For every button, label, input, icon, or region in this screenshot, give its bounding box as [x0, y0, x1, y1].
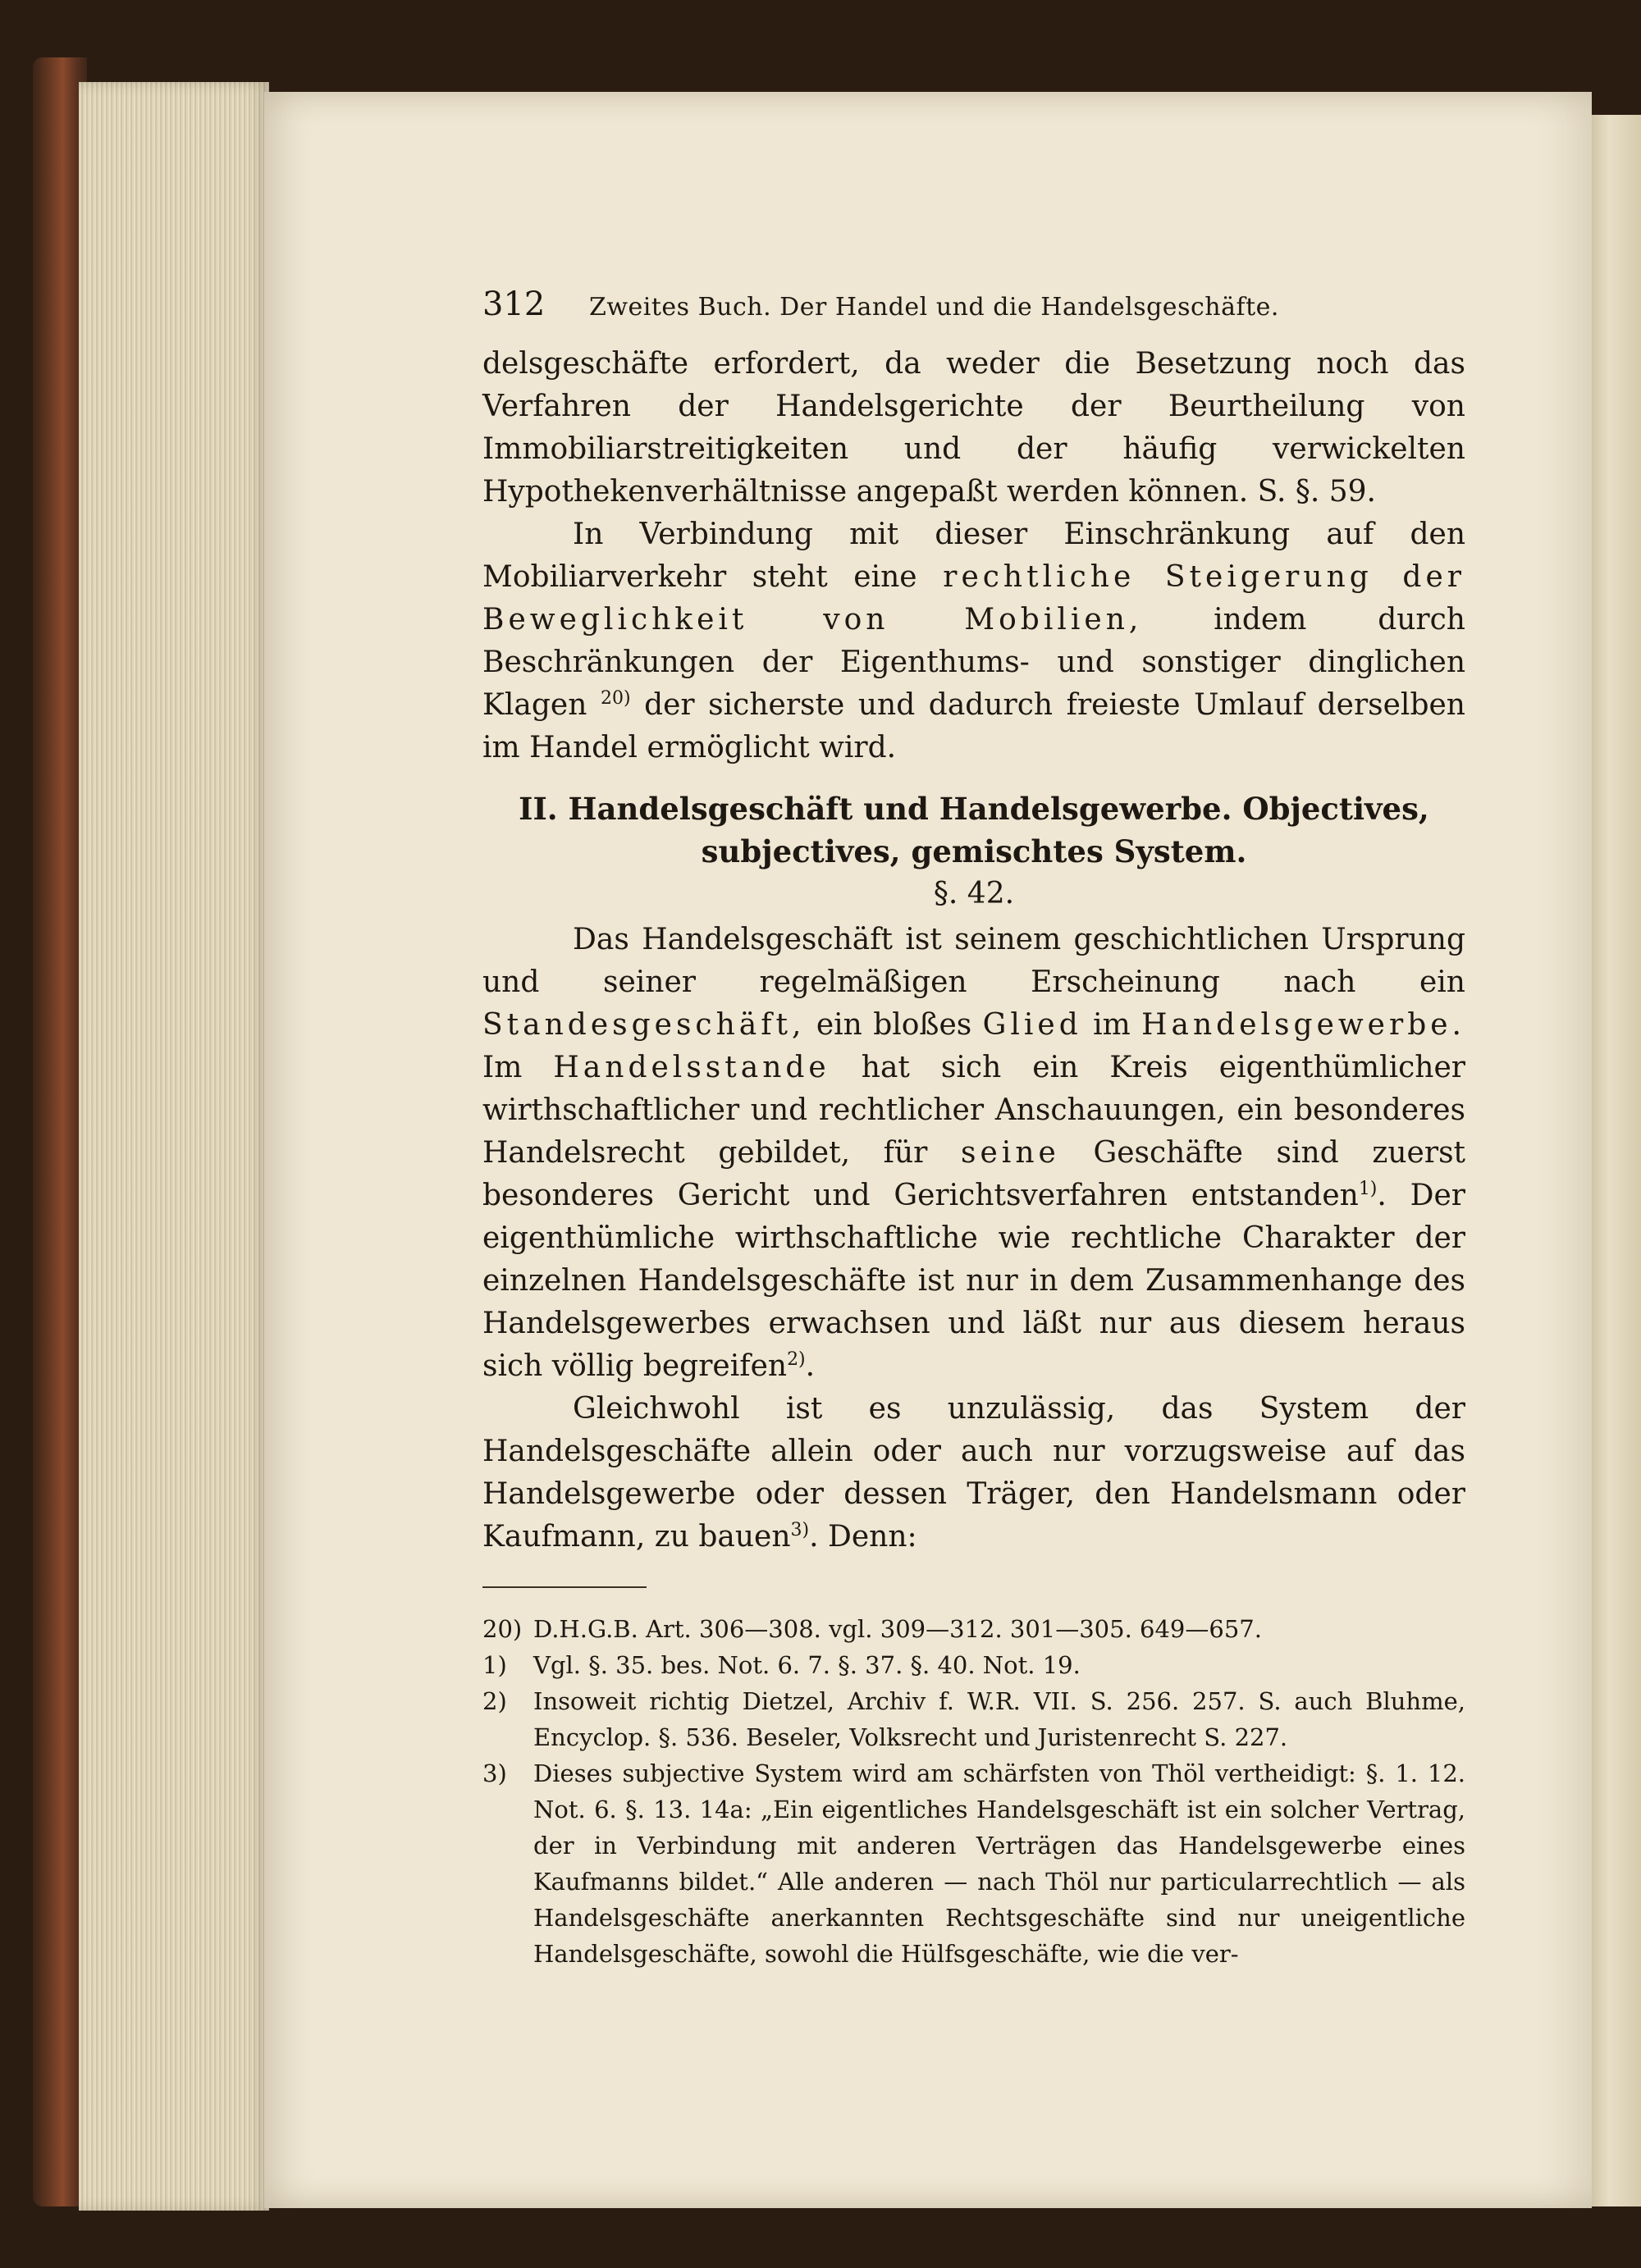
footnote	[482, 1611, 1465, 1647]
paragraph-4-text-b: . Denn:	[809, 1520, 917, 1554]
paragraph-3-text-g: Im	[482, 1051, 523, 1084]
page-edges	[79, 82, 269, 2211]
section-heading: II. Handelsgeschäft und Handelsgewerbe. Objectives, subjectives, gemischtes System.	[519, 791, 1429, 869]
body-text	[482, 343, 1465, 1558]
footnote-ref-2: 2)	[787, 1349, 806, 1370]
paragraph-2-text-c: indem durch Beschränkungen der Eigenthums- und sonstiger dinglichen Klagen	[482, 603, 1465, 722]
footnote-number: 20)	[482, 1615, 523, 1643]
footnote-ref-20: 20)	[600, 688, 631, 709]
footnote	[482, 1755, 1465, 1972]
footnote-text: Dieses subjective System wird am schärfsten von Thöl vertheidigt: §. 1. 12. Not. 6. §. 13. 14a: „Ein eigentliches Handelsgeschäft ist ein solcher Vertrag, der in Verbindung mit anderen Verträgen das Handelsgewerbe eines Kaufmanns bildet.“ Alle anderen — nach Thöl nur particularrechtlich — als Handelsgeschäfte anerkannten Rechtsgeschäfte sind nur uneigentliche Handelsgeschäfte, sowohl die Hülfsgeschäfte, wie die ver-	[533, 1759, 1465, 1968]
paragraph-3	[482, 919, 1465, 1388]
section-number: §. 42.	[933, 877, 1015, 910]
paragraph-3-text-a: Das Handelsgeschäft ist seinem geschichtlichen Ursprung und seiner regelmäßigen Erscheinung nach ein	[482, 923, 1465, 999]
paragraph-2-emphasis: rechtliche Steigerung der Beweglichkeit von Mobilien,	[482, 560, 1465, 637]
footnote-ref-1: 1)	[1358, 1179, 1378, 1199]
paragraph-3-text-e: im	[1093, 1008, 1131, 1042]
footnote	[482, 1683, 1465, 1755]
paragraph-4	[482, 1388, 1465, 1558]
paragraph-1: delsgeschäfte erfordert, da weder die Besetzung noch das Verfahren der Handelsgerichte der Beurtheilung von Immobiliarstreitigkeiten und der häufig verwickelten Hypothekenverhältnisse angepaßt werden können. S. §. 59.	[482, 347, 1465, 509]
footnote-number: 3)	[482, 1759, 507, 1787]
footnote-text: Insoweit richtig Dietzel, Archiv f. W.R. VII. S. 256. 257. S. auch Bluhme, Encyclop. §. 536. Beseler, Volksrecht und Juristenrecht S. 227.	[533, 1687, 1465, 1751]
facing-page-edge	[1588, 115, 1641, 2206]
paragraph-2-text-d: der sicherste und dadurch freieste Umlauf derselben im Handel ermöglicht wird.	[482, 688, 1465, 764]
page-header	[482, 285, 1465, 331]
paragraph-2	[482, 513, 1465, 769]
paragraph-3-text-m: .	[805, 1349, 816, 1383]
footnotes	[482, 1611, 1465, 1972]
paragraph-3-text-k: Geschäfte sind zuerst besonderes Gericht und Gerichtsverfahren entstanden	[482, 1136, 1466, 1212]
paragraph-3-text-l: . Der eigenthümliche wirthschaftliche wie rechtliche Charakter der einzelnen Handelsgeschäfte ist nur in dem Zusammenhange des Handelsgewerbes erwachsen und läßt nur aus diesem heraus sich völlig begreifen	[482, 1179, 1465, 1383]
footnote-ref-3: 3)	[790, 1520, 810, 1540]
footnote-text: Vgl. §. 35. bes. Not. 6. 7. §. 37. §. 40. Not. 19.	[533, 1651, 1081, 1679]
page-number: 312	[482, 285, 546, 323]
running-head: Zweites Buch. Der Handel und die Handelsgeschäfte.	[589, 293, 1279, 322]
paragraph-2-text-a: In Verbindung mit dieser Einschränkung auf den Mobiliarverkehr steht eine	[482, 518, 1465, 594]
paragraph-3-emphasis-b: Standesgeschäft,	[482, 1008, 806, 1042]
paragraph-3-emphasis-j: seine	[961, 1136, 1060, 1170]
footnote-divider	[482, 1586, 647, 1588]
paragraph-3-text-c: ein bloßes	[816, 1008, 972, 1042]
paragraph-3-text-i: hat sich ein Kreis eigenthümlicher wirthschaftlicher und rechtlicher Anschauungen, ein besonderes Handelsrecht gebildet, für	[482, 1051, 1465, 1170]
footnote-number: 1)	[482, 1651, 507, 1679]
paragraph-3-emphasis-d: Glied	[982, 1008, 1082, 1042]
paragraph-4-text-a: Gleichwohl ist es unzulässig, das System der Handelsgeschäfte allein oder auch nur vorzugsweise auf das Handelsgewerbe oder dessen Träger, den Handelsmann oder Kaufmann, zu bauen	[482, 1392, 1465, 1554]
footnote-number: 2)	[482, 1687, 507, 1715]
footnote-text: D.H.G.B. Art. 306—308. vgl. 309—312. 301—305. 649—657.	[533, 1615, 1262, 1643]
paragraph-3-emphasis-f: Handelsgewerbe.	[1141, 1008, 1465, 1042]
footnote	[482, 1647, 1465, 1683]
paragraph-3-emphasis-h: Handelsstande	[553, 1051, 830, 1084]
page-text	[482, 285, 1465, 1972]
